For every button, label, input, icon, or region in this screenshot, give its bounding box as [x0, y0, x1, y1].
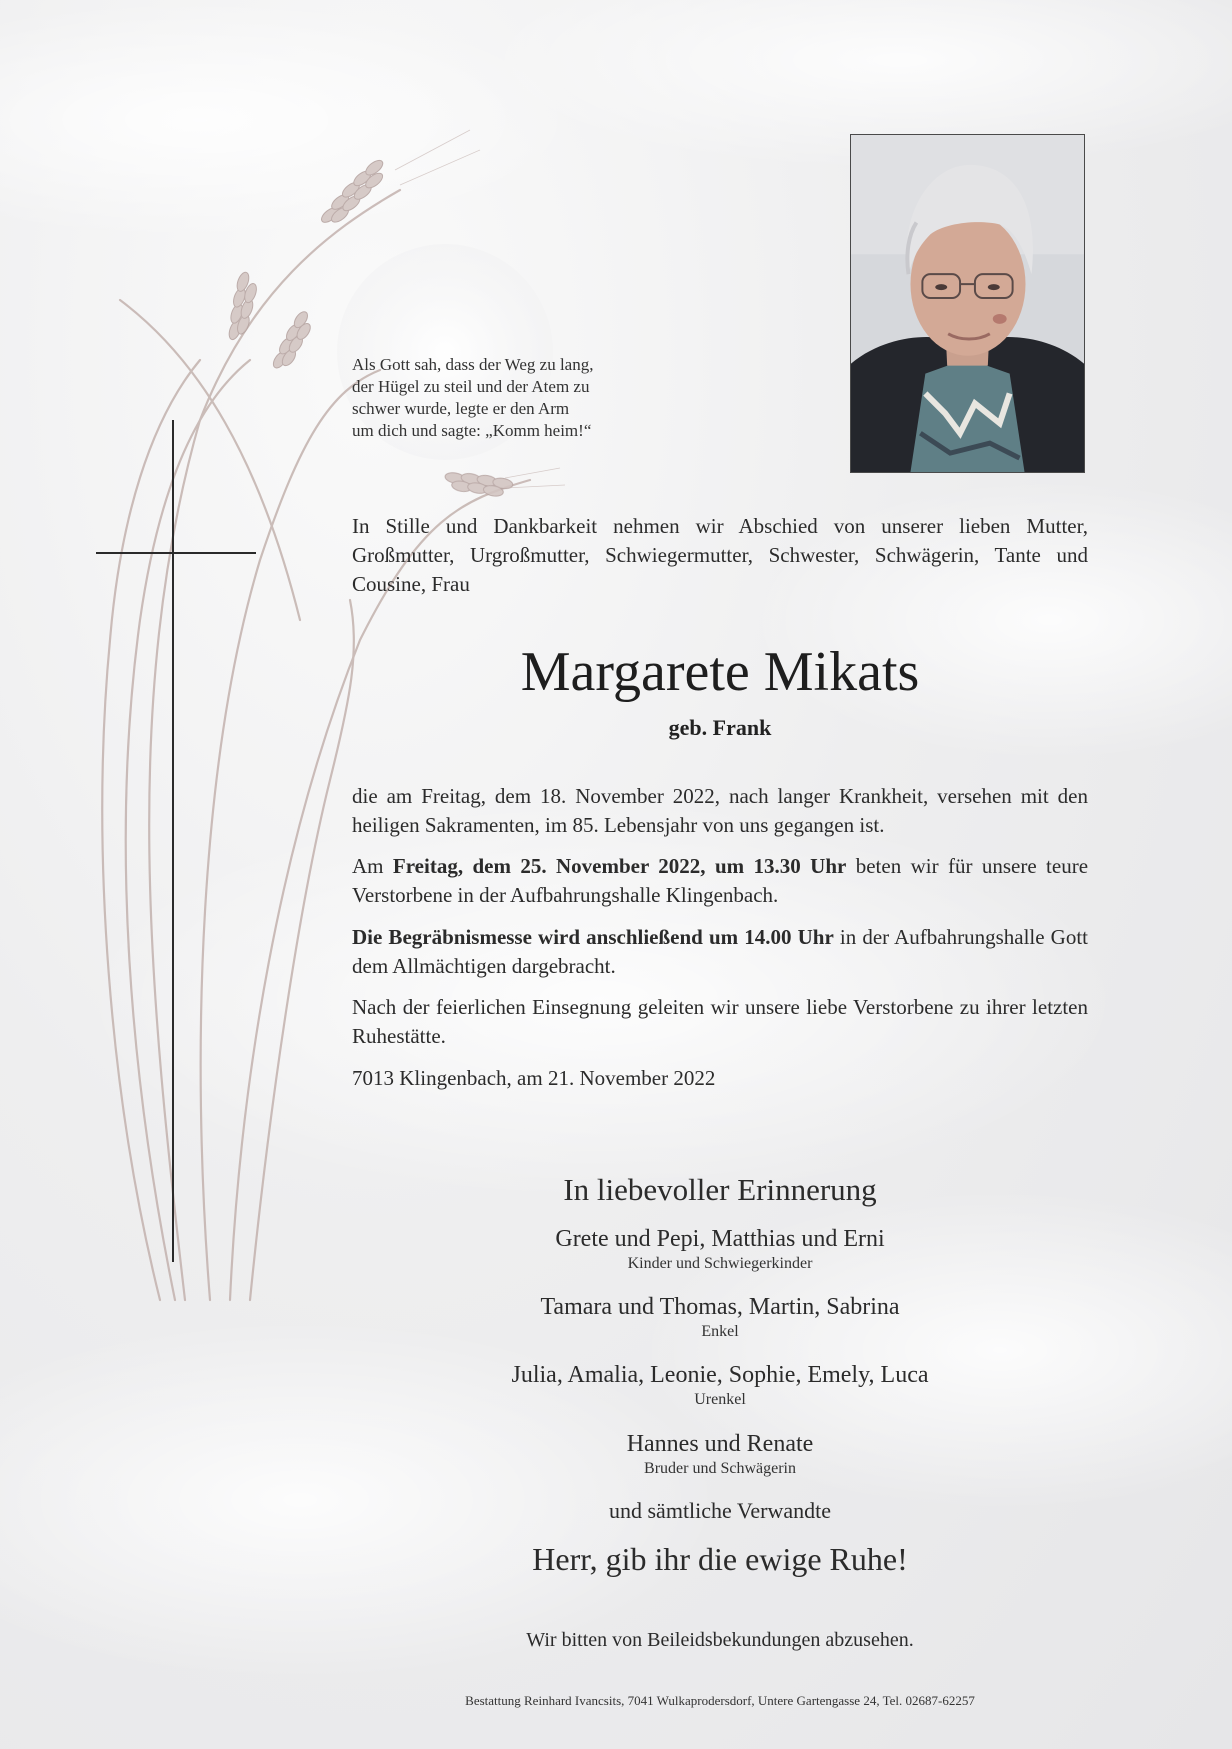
mass-rest: in der Aufbahrungshalle Gott dem Allmächtigen dargebracht. [352, 925, 1089, 978]
poem-line: schwer wurde, legte er den Arm [352, 399, 570, 418]
cross-icon [172, 420, 174, 1262]
burial-paragraph: Nach der feierlichen Einsegnung geleiten wir unsere liebe Verstorbene zu ihrer letzten Ruhestätte. [352, 995, 1088, 1048]
poem-line: um dich und sagte: „Komm heim!“ [352, 421, 592, 440]
family-names: Hannes und Renate [626, 1431, 814, 1457]
family-role: Kinder und Schwiegerkinder [627, 1255, 813, 1272]
mass-paragraph [352, 923, 1088, 981]
prayer-rest: beten wir für unsere teure Verstorbene in der Aufbahrungshalle Klingenbach. [352, 854, 1089, 907]
death-notice-paragraph: die am Freitag, dem 18. November 2022, nach langer Krankheit, versehen mit den heiligen Sakramenten, im 85. Lebensjahr von uns gegangen ist. [352, 784, 1088, 837]
cross-icon-bar [96, 552, 256, 554]
family-names: Tamara und Thomas, Martin, Sabrina [540, 1294, 900, 1320]
portrait-photo [850, 134, 1085, 473]
memory-title: In liebevoller Erinnerung [563, 1172, 877, 1207]
poem-line: der Hügel zu steil und der Atem zu [352, 377, 590, 396]
funeral-home-footer: Bestattung Reinhard Ivancsits, 7041 Wulkaprodersdorf, Untere Gartengasse 24, Tel. 02687-62257 [465, 1693, 975, 1708]
family-entry [352, 1224, 1088, 1274]
poem [352, 354, 652, 442]
family-role: Enkel [701, 1323, 739, 1340]
deceased-name: Margarete Mikats [520, 641, 920, 703]
condolence-request: Wir bitten von Beileidsbekundungen abzusehen. [526, 1629, 914, 1651]
prayer-date: Freitag, dem 25. November 2022, um 13.30 Uhr [392, 854, 847, 878]
relatives-line: und sämtliche Verwandte [609, 1498, 831, 1523]
prayer-intro: Am [352, 854, 393, 878]
family-entry [352, 1292, 1088, 1342]
family-names: Julia, Amalia, Leonie, Sophie, Emely, Luca [511, 1362, 929, 1388]
prayer-paragraph [352, 852, 1088, 910]
family-role: Bruder und Schwägerin [644, 1460, 796, 1477]
intro-text: In Stille und Dankbarkeit nehmen wir Abschied von unserer lieben Mutter, Großmutter, Urgroßmutter, Schwiegermutter, Schwester, Schwägerin, Tante und Cousine, Frau [352, 514, 1088, 596]
family-role: Urenkel [694, 1391, 746, 1408]
family-entry [352, 1360, 1088, 1410]
poem-line: Als Gott sah, dass der Weg zu lang, [352, 355, 594, 374]
place-date: 7013 Klingenbach, am 21. November 2022 [352, 1066, 716, 1090]
family-entry [352, 1429, 1088, 1479]
birth-name: geb. Frank [668, 715, 772, 740]
mass-bold: Die Begräbnismesse wird anschließend um 14.00 Uhr [352, 925, 834, 949]
closing-prayer: Herr, gib ihr die ewige Ruhe! [532, 1541, 908, 1577]
family-names: Grete und Pepi, Matthias und Erni [555, 1226, 885, 1252]
